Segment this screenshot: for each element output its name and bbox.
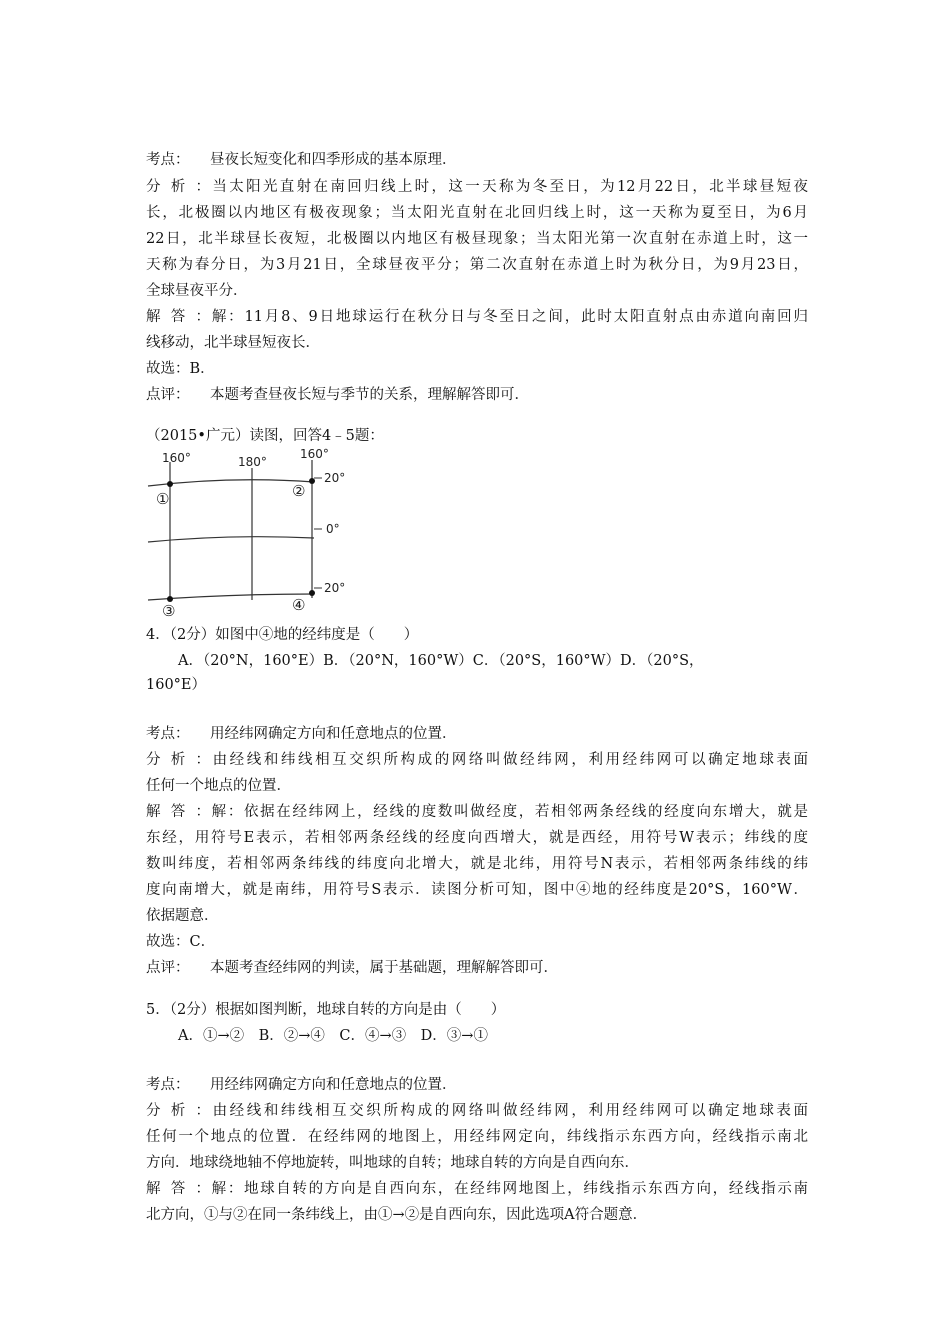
kaodian-text: 用经纬网确定方向和任意地点的位置．: [210, 726, 457, 742]
q5-options-text: A．①→② B．②→④ C．④→③ D．③→①: [178, 1028, 488, 1044]
lat-label-2: 0°: [326, 522, 340, 536]
q3-dianping: [146, 385, 529, 405]
q5-fenxi-3: 方向．地球绕地轴不停地旋转，叫地球的自转；地球自转的方向是自西向东．: [146, 1155, 639, 1171]
q4-options-text: A．（20°N，160°E）B．（20°N，160°W）C．（20°S，160°W）D．（20°S，: [178, 653, 704, 669]
point-dot-1: [167, 481, 173, 487]
dianping-label: 点评：: [146, 387, 190, 403]
q4-jieda-2: 东经，用符号E表示，若相邻两条经线的经度向西增大，就是西经，用符号W表示；纬线的度: [146, 830, 808, 846]
q4-jieda-4: 度向南增大，就是南纬，用符号S表示．读图分析可知，图中④地的经纬度是20°S，160°W．: [146, 882, 808, 898]
q4-jieda-3: 数叫纬度，若相邻两条纬线的纬度向北增大，就是北纬，用符号N表示，若相邻两条纬线的纬: [146, 856, 808, 872]
latitude-line-20n: [148, 480, 314, 486]
point-dot-2: [309, 478, 315, 484]
jieda-text: 解：地球自转的方向是自西向东，在经纬网地图上，纬线指示东西方向，经线指示南: [210, 1181, 808, 1197]
dianping-text: 本题考查昼夜长短与季节的关系，理解解答即可．: [210, 387, 529, 403]
fenxi-text: 当太阳光直射在南回归线上时，这一天称为冬至日，为12月22日，北半球昼短夜: [210, 179, 808, 195]
point-label-4: ④: [292, 596, 306, 614]
kaodian-text: 用经纬网确定方向和任意地点的位置．: [210, 1077, 457, 1093]
fenxi-text: 由经线和纬线相互交织所构成的网络叫做经纬网，利用经纬网可以确定地球表面: [210, 1103, 808, 1119]
q3-fenxi-2: 长，北极圈以内地区有极夜现象；当太阳光直射在北回归线上时，这一天称为夏至日，为6月: [146, 205, 808, 221]
dianping-text: 本题考查经纬网的判读，属于基础题，理解解答即可．: [210, 960, 558, 976]
point-label-3: ③: [162, 602, 176, 618]
q4-options-2: 160°E）: [146, 677, 207, 693]
q3-fenxi-5: 全球昼夜平分．: [146, 283, 248, 299]
lon-label-2: 180°: [238, 455, 267, 469]
q3-fenxi-1: [146, 177, 808, 197]
jieda-label: 解答：: [146, 804, 210, 820]
q3-kaodian: [146, 150, 457, 170]
jieda-text: 解：依据在经纬网上，经线的度数叫做经度，若相邻两条经线的经度向东增大，就是: [210, 804, 808, 820]
q3-fenxi-4: 天称为春分日，为3月21日，全球昼夜平分；第二次直射在赤道上时为秋分日，为9月23日，: [146, 257, 808, 273]
q3-fenxi-3: 22日，北半球昼长夜短，北极圈以内地区有极昼现象；当太阳光第一次直射在赤道上时，这一: [146, 231, 808, 247]
q3-jieda-1: [146, 307, 808, 327]
q4-dianping: [146, 958, 558, 978]
fenxi-label: 分析：: [146, 752, 210, 768]
graticule-map: [146, 448, 376, 618]
lon-label-1: 160°: [162, 451, 191, 465]
q4-stem: 4．（2分）如图中④地的经纬度是（ ）: [146, 627, 419, 643]
q4-kaodian: [146, 724, 457, 744]
latitude-line-0: [148, 537, 314, 542]
q4-fenxi-1: [146, 750, 808, 770]
kaodian-text: 昼夜长短变化和四季形成的基本原理．: [210, 152, 457, 168]
fenxi-label: 分析：: [146, 179, 210, 195]
section-intro: （2015•广元）读图，回答4﹣5题：: [146, 428, 384, 444]
q5-jieda-2: 北方向，①与②在同一条纬线上，由①→②是自西向东，因此选项A符合题意．: [146, 1207, 648, 1223]
kaodian-label: 考点：: [146, 1077, 190, 1093]
q4-jieda-5: 依据题意．: [146, 908, 219, 924]
lon-label-3: 160°: [300, 448, 329, 461]
q4-jieda-1: [146, 802, 808, 822]
q5-options: [146, 1026, 488, 1046]
q4-guxuan: 故选：C．: [146, 934, 216, 950]
q4-fenxi-2: 任何一个地点的位置．: [146, 778, 291, 794]
kaodian-label: 考点：: [146, 726, 190, 742]
jieda-text: 解：11月8、9日地球运行在秋分日与冬至日之间，此时太阳直射点由赤道向南回归: [210, 309, 808, 325]
jieda-label: 解答：: [146, 309, 210, 325]
fenxi-text: 由经线和纬线相互交织所构成的网络叫做经纬网，利用经纬网可以确定地球表面: [210, 752, 808, 768]
q5-jieda-1: [146, 1179, 808, 1199]
q5-stem: 5．（2分）根据如图判断，地球自转的方向是由（ ）: [146, 1002, 506, 1018]
q3-guxuan: 故选：B．: [146, 361, 215, 377]
jieda-label: 解答：: [146, 1181, 210, 1197]
fenxi-label: 分析：: [146, 1103, 210, 1119]
q3-jieda-2: 线移动，北半球昼短夜长．: [146, 335, 320, 351]
q4-options-1: [146, 651, 704, 671]
kaodian-label: 考点：: [146, 152, 190, 168]
q5-fenxi-1: [146, 1101, 808, 1121]
point-label-2: ②: [292, 482, 306, 500]
q5-kaodian: [146, 1075, 457, 1095]
lat-label-1: 20°: [324, 471, 346, 485]
lat-label-3: 20°: [324, 581, 346, 595]
point-label-1: ①: [156, 490, 170, 508]
dianping-label: 点评：: [146, 960, 190, 976]
q5-fenxi-2: 任何一个地点的位置．在经纬网的地图上，用经纬网定向，纬线指示东西方向，经线指示南北: [146, 1129, 808, 1145]
point-dot-4: [309, 590, 315, 596]
